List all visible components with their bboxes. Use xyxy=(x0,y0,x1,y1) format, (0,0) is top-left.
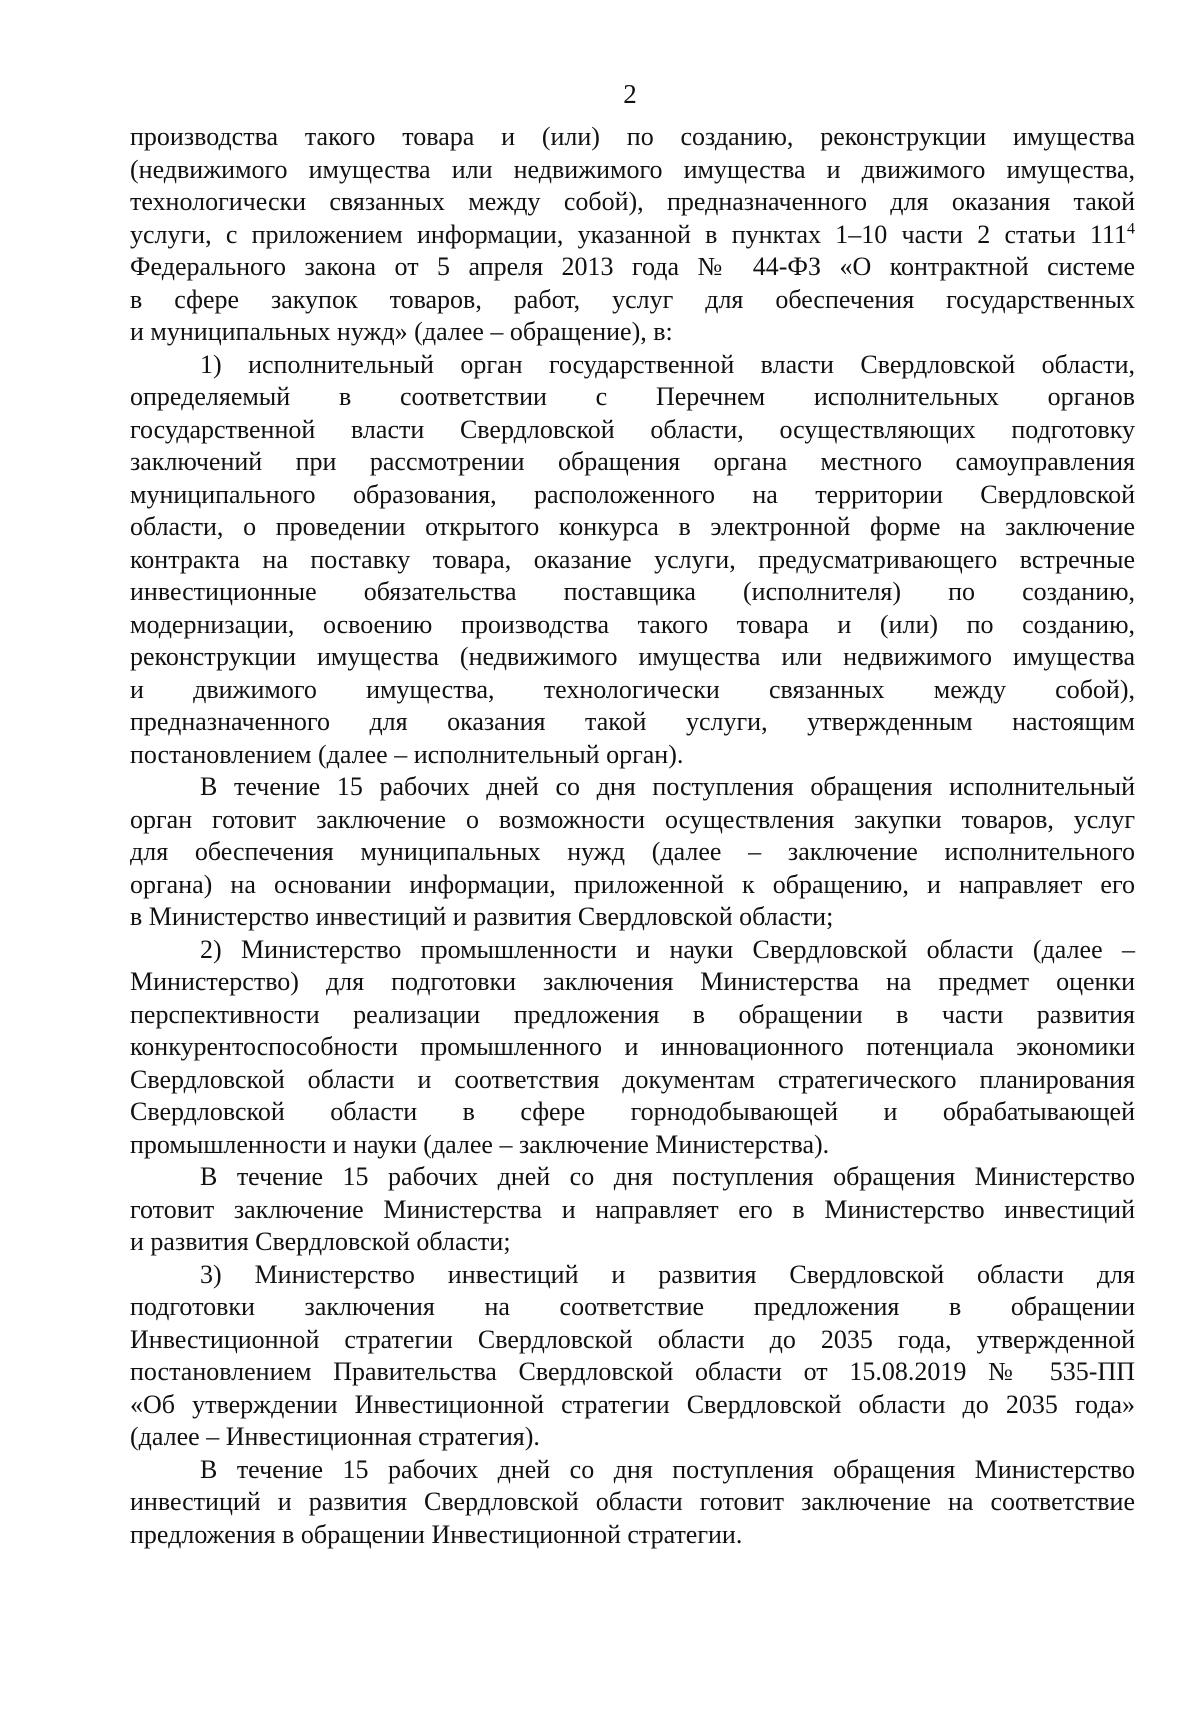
text-line xyxy=(130,771,1135,804)
text-line-content: технологически связанных между собой), предназначенного для оказания такой xyxy=(130,187,1135,216)
text-line xyxy=(130,674,1135,707)
text-line-content: для обеспечения муниципальных нужд (далее – заключение исполнительного xyxy=(130,837,1135,866)
text-line xyxy=(130,1226,1135,1259)
text-line xyxy=(130,121,1135,154)
text-line-content: постановлением (далее – исполнительный орган). xyxy=(130,739,684,769)
text-line xyxy=(130,576,1135,609)
text-line xyxy=(130,511,1135,544)
text-line xyxy=(130,641,1135,674)
text-line xyxy=(130,804,1135,837)
text-line-content: предложения в обращении Инвестиционной стратегии. xyxy=(130,1519,743,1549)
text-line-content: в сфере закупок товаров, работ, услуг для обеспечения государственных xyxy=(130,284,1135,314)
text-line-content: контракта на поставку товара, оказание услуги, предусматривающего встречные xyxy=(130,544,1135,574)
text-line xyxy=(130,739,1135,772)
text-line-content: инвестиционные обязательства поставщика (исполнителя) по созданию, xyxy=(130,577,1135,606)
text-line-content: муниципального образования, расположенного на территории Свердловской xyxy=(130,479,1135,509)
text-line-content: и развития Свердловской области; xyxy=(130,1227,511,1256)
superscript: 4 xyxy=(1127,219,1135,237)
text-line xyxy=(130,446,1135,479)
text-line-content: перспективности реализации предложения в обращении в части развития xyxy=(130,999,1135,1029)
text-line-content: и муниципальных нужд» (далее – обращение), в: xyxy=(130,317,673,346)
text-line xyxy=(130,1194,1135,1227)
text-line xyxy=(130,154,1135,187)
text-line xyxy=(130,316,1135,349)
text-line-content: орган готовит заключение о возможности осуществления закупки товаров, услуг xyxy=(130,804,1135,834)
text-line-content: производства такого товара и (или) по созданию, реконструкции имущества xyxy=(130,122,1135,151)
text-line xyxy=(130,1389,1135,1422)
text-line-content: инвестиций и развития Свердловской области готовит заключение на соответствие xyxy=(130,1487,1135,1516)
text-line xyxy=(130,1259,1135,1292)
text-line xyxy=(130,479,1135,512)
text-line-content: в Министерство инвестиций и развития Свердловской области; xyxy=(130,902,834,931)
text-line xyxy=(130,934,1135,967)
text-line-content: промышленности и науки (далее – заключение Министерства). xyxy=(130,1129,830,1159)
text-line xyxy=(130,1421,1135,1454)
text-line-content: В течение 15 рабочих дней со дня поступления обращения Министерство xyxy=(200,1454,1135,1484)
text-line-content: Министерство) для подготовки заключения Министерства на предмет оценки xyxy=(130,967,1135,996)
text-line-content: 1) исполнительный орган государственной власти Свердловской области, xyxy=(200,349,1135,379)
text-line xyxy=(130,901,1135,934)
text-line xyxy=(130,1324,1135,1357)
text-line-content: постановлением Правительства Свердловской области от 15.08.2019 № 535-ПП xyxy=(130,1357,1135,1386)
text-line-content: конкурентоспособности промышленного и инновационного потенциала экономики xyxy=(130,1032,1135,1061)
page-number: 2 xyxy=(623,79,637,109)
text-line xyxy=(130,999,1135,1032)
text-line-content: предназначенного для оказания такой услуги, утвержденным настоящим xyxy=(130,707,1135,736)
text-line-content: (далее – Инвестиционная стратегия). xyxy=(130,1422,540,1451)
text-line-content: 3) Министерство инвестиций и развития Свердловской области для xyxy=(200,1259,1135,1289)
text-line xyxy=(130,966,1135,999)
text-line xyxy=(130,836,1135,869)
document-body xyxy=(130,121,1135,1551)
text-line xyxy=(130,186,1135,219)
text-line-content: Свердловской области в сфере горнодобывающей и обрабатывающей xyxy=(130,1097,1135,1126)
text-line xyxy=(130,1064,1135,1097)
text-line-content: области, о проведении открытого конкурса в электронной форме на заключение xyxy=(130,512,1135,541)
text-line-content: органа) на основании информации, приложенной к обращению, и направляет его xyxy=(130,869,1135,899)
text-line-content: модернизации, освоению производства такого товара и (или) по созданию, xyxy=(130,609,1135,639)
text-line-content: заключений при рассмотрении обращения органа местного самоуправления xyxy=(130,447,1135,476)
text-line xyxy=(130,1031,1135,1064)
text-line-content: Свердловской области и соответствия документам стратегического планирования xyxy=(130,1064,1135,1094)
text-line xyxy=(130,349,1135,382)
text-line-content: 2) Министерство промышленности и науки Свердловской области (далее – xyxy=(200,934,1135,964)
text-line xyxy=(130,381,1135,414)
text-line-content: В течение 15 рабочих дней со дня поступления обращения исполнительный xyxy=(200,772,1135,801)
text-line xyxy=(130,1454,1135,1487)
text-line-content: Федерального закона от 5 апреля 2013 года № 44-ФЗ «О контрактной системе xyxy=(130,252,1135,281)
text-line xyxy=(130,251,1135,284)
text-line-content: реконструкции имущества (недвижимого имущества или недвижимого имущества xyxy=(130,642,1135,671)
text-line xyxy=(130,414,1135,447)
text-line-content: подготовки заключения на соответствие предложения в обращении xyxy=(130,1292,1135,1321)
text-line-content: и движимого имущества, технологически связанных между собой), xyxy=(130,674,1135,704)
text-line xyxy=(130,869,1135,902)
text-line-content: услуги, с приложением информации, указанной в пунктах 1–10 части 2 статьи 111 xyxy=(130,219,1127,249)
text-line xyxy=(130,609,1135,642)
text-line-content: В течение 15 рабочих дней со дня поступления обращения Министерство xyxy=(200,1162,1135,1191)
text-line xyxy=(130,219,1135,252)
text-line-content: готовит заключение Министерства и направляет его в Министерство инвестиций xyxy=(130,1194,1135,1224)
text-line xyxy=(130,1291,1135,1324)
text-line-content: Инвестиционной стратегии Свердловской области до 2035 года, утвержденной xyxy=(130,1324,1135,1354)
text-line xyxy=(130,1096,1135,1129)
text-line xyxy=(130,1161,1135,1194)
text-line xyxy=(130,1519,1135,1552)
text-line-content: определяемый в соответствии с Перечнем исполнительных органов xyxy=(130,382,1135,411)
text-line xyxy=(130,284,1135,317)
text-line xyxy=(130,1356,1135,1389)
text-line-content: государственной власти Свердловской области, осуществляющих подготовку xyxy=(130,414,1135,444)
text-line-content: (недвижимого имущества или недвижимого имущества и движимого имущества, xyxy=(130,154,1135,184)
text-line xyxy=(130,544,1135,577)
text-line xyxy=(130,1129,1135,1162)
text-line xyxy=(130,706,1135,739)
text-line xyxy=(130,1486,1135,1519)
text-line-content: «Об утверждении Инвестиционной стратегии Свердловской области до 2035 года» xyxy=(130,1389,1135,1419)
